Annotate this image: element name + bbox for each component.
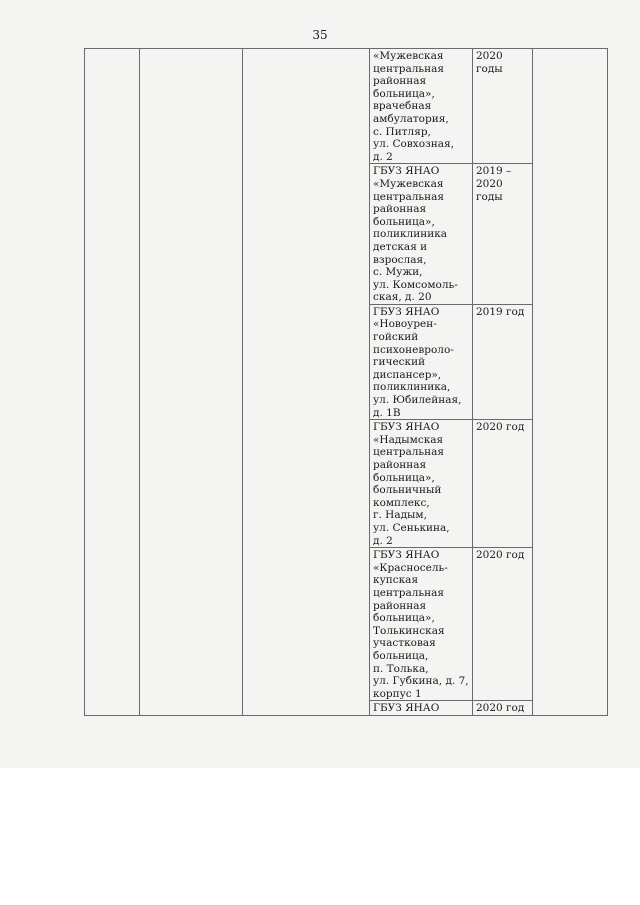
table-row: [85, 49, 608, 164]
page-number: 35: [312, 28, 328, 42]
program-table: [84, 48, 608, 716]
period-cell: 2020 год: [473, 701, 533, 716]
period-cell: 2019 год: [473, 304, 533, 419]
notes-cell: [533, 49, 608, 716]
facility-cell: ГБУЗ ЯНАО «Красносель- купская центральная районная больница», Толькинская участковая больница, п. Толька, ул. Губкина, д. 7, корпус 1: [370, 548, 473, 701]
facility-cell: ГБУЗ ЯНАО «Надымская центральная районная больница», больничный комплекс, г. Надым, ул. Сенькина, д. 2: [370, 420, 473, 548]
period-cell: 2020 год: [473, 420, 533, 548]
period-cell: 2019 – 2020 годы: [473, 164, 533, 305]
facility-cell: ГБУЗ ЯНАО «Мужевская центральная районная больница», поликлиника детская и взрослая, с. Мужи, ул. Комсомоль- ская, д. 20: [370, 164, 473, 305]
facility-cell: «Мужевская центральная районная больница», врачебная амбулатория, с. Питляр, ул. Совхозная, д. 2: [370, 49, 473, 164]
period-cell: 2020 годы: [473, 49, 533, 164]
facility-cell: ГБУЗ ЯНАО «Новоурен- гойский психоневроло- гический диспансер», поликлиника, ул. Юбилейная, д. 1В: [370, 304, 473, 419]
number-cell: [85, 49, 140, 716]
measure-cell: [140, 49, 243, 716]
period-cell: 2020 год: [473, 548, 533, 701]
facility-cell: ГБУЗ ЯНАО: [370, 701, 473, 716]
description-cell: [243, 49, 370, 716]
